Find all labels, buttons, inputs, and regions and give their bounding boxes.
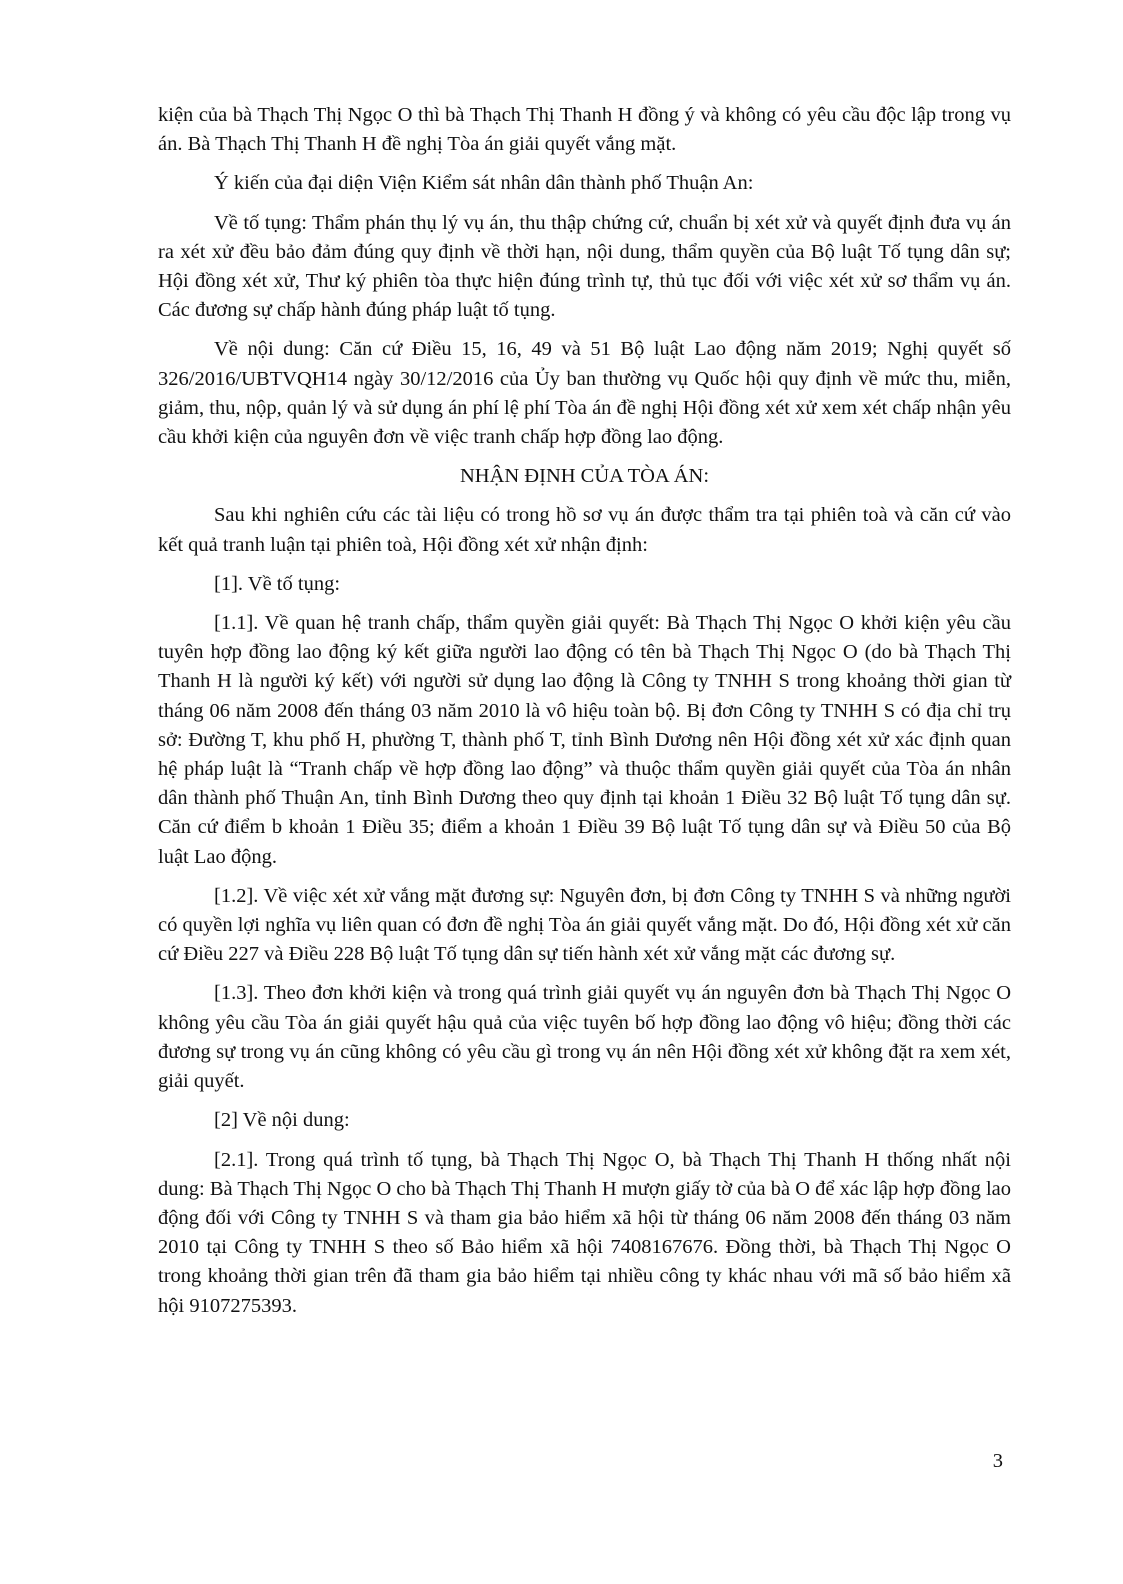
paragraph-1-1: [1.1]. Về quan hệ tranh chấp, thẩm quyền giải quyết: Bà Thạch Thị Ngọc O khởi kiện yêu cầu tuyên hợp đồng lao động ký kết giữa người lao động có tên bà Thạch Thị Ngọc O (do bà Thạch Thị Thanh H là người ký kết) với người sử dụng lao động là Công ty TNHH S trong khoảng thời gian từ tháng 06 năm 2008 đến tháng 03 năm 2010 là vô hiệu toàn bộ. Bị đơn Công ty TNHH S có địa chỉ trụ sở: Đường T, khu phố H, phường T, thành phố T, tỉnh Bình Dương nên Hội đồng xét xử xác định quan hệ pháp luật là “Tranh chấp về hợp đồng lao động” và thuộc thẩm quyền giải quyết của Tòa án nhân dân thành phố Thuận An, tỉnh Bình Dương theo quy định tại khoản 1 Điều 32 Bộ luật Tố tụng dân sự. Căn cứ điểm b khoản 1 Điều 35; điểm a khoản 1 Điều 39 Bộ luật Tố tụng dân sự và Điều 50 của Bộ luật Lao động.	[158, 612, 1011, 868]
paragraph-procedure: Về tố tụng: Thẩm phán thụ lý vụ án, thu thập chứng cứ, chuẩn bị xét xử và quyết định đưa vụ án ra xét xử đều bảo đảm đúng quy định về thời hạn, nội dung, thẩm quyền của Bộ luật Tố tụng dân sự; Hội đồng xét xử, Thư ký phiên tòa thực hiện đúng trình tự, thủ tục đối với việc xét xử sơ thẩm vụ án. Các đương sự chấp hành đúng pháp luật tố tụng.	[158, 211, 1011, 322]
paragraph-content: Về nội dung: Căn cứ Điều 15, 16, 49 và 51 Bộ luật Lao động năm 2019; Nghị quyết số 326/2016/UBTVQH14 ngày 30/12/2016 của Ủy ban thường vụ Quốc hội quy định về mức thu, miễn, giảm, thu, nộp, quản lý và sử dụng án phí lệ phí Tòa án đề nghị Hội đồng xét xử xem xét chấp nhận yêu cầu khởi kiện của nguyên đơn về việc tranh chấp hợp đồng lao động.	[158, 338, 1011, 449]
paragraph-procuracy-opinion-heading: Ý kiến của đại diện Viện Kiểm sát nhân dân thành phố Thuận An:	[214, 172, 754, 195]
page-number: 3	[992, 1450, 1003, 1472]
paragraph-continued: kiện của bà Thạch Thị Ngọc O thì bà Thạch Thị Thanh H đồng ý và không có yêu cầu độc lập trong vụ án. Bà Thạch Thị Thanh H đề nghị Tòa án giải quyết vắng mặt.	[158, 104, 1011, 156]
paragraph-1-3: [1.3]. Theo đơn khởi kiện và trong quá trình giải quyết vụ án nguyên đơn bà Thạch Thị Ngọc O không yêu cầu Tòa án giải quyết hậu quả của việc tuyên bố hợp đồng lao động vô hiệu; đồng thời các đương sự trong vụ án cũng không có yêu cầu gì trong vụ án nên Hội đồng xét xử không đặt ra xem xét, giải quyết.	[158, 982, 1011, 1093]
section-heading-court-findings: NHẬN ĐỊNH CỦA TÒA ÁN:	[459, 465, 710, 488]
heading-procedure-1: [1]. Về tố tụng:	[214, 572, 341, 595]
paragraph-1-2: [1.2]. Về việc xét xử vắng mặt đương sự: Nguyên đơn, bị đơn Công ty TNHH S và những người có quyền lợi nghĩa vụ liên quan có đơn đề nghị Tòa án giải quyết vắng mặt. Do đó, Hội đồng xét xử căn cứ Điều 227 và Điều 228 Bộ luật Tố tụng dân sự tiến hành xét xử vắng mặt các đương sự.	[158, 884, 1011, 966]
heading-content-2: [2] Về nội dung:	[214, 1109, 350, 1132]
paragraph-findings-intro: Sau khi nghiên cứu các tài liệu có trong hồ sơ vụ án được thẩm tra tại phiên toà và căn cứ vào kết quả tranh luận tại phiên toà, Hội đồng xét xử nhận định:	[158, 504, 1011, 556]
paragraph-2-1: [2.1]. Trong quá trình tố tụng, bà Thạch Thị Ngọc O, bà Thạch Thị Thanh H thống nhất nội dung: Bà Thạch Thị Ngọc O cho bà Thạch Thị Thanh H mượn giấy tờ của bà O để xác lập hợp đồng lao động đối với Công ty TNHH S và tham gia bảo hiểm xã hội từ tháng 06 năm 2008 đến tháng 03 năm 2010 tại Công ty TNHH S theo số Bảo hiểm xã hội 7408167676. Đồng thời, bà Thạch Thị Ngọc O trong khoảng thời gian trên đã tham gia bảo hiểm tại nhiều công ty khác nhau với mã số bảo hiểm xã hội 9107275393.	[158, 1148, 1012, 1317]
